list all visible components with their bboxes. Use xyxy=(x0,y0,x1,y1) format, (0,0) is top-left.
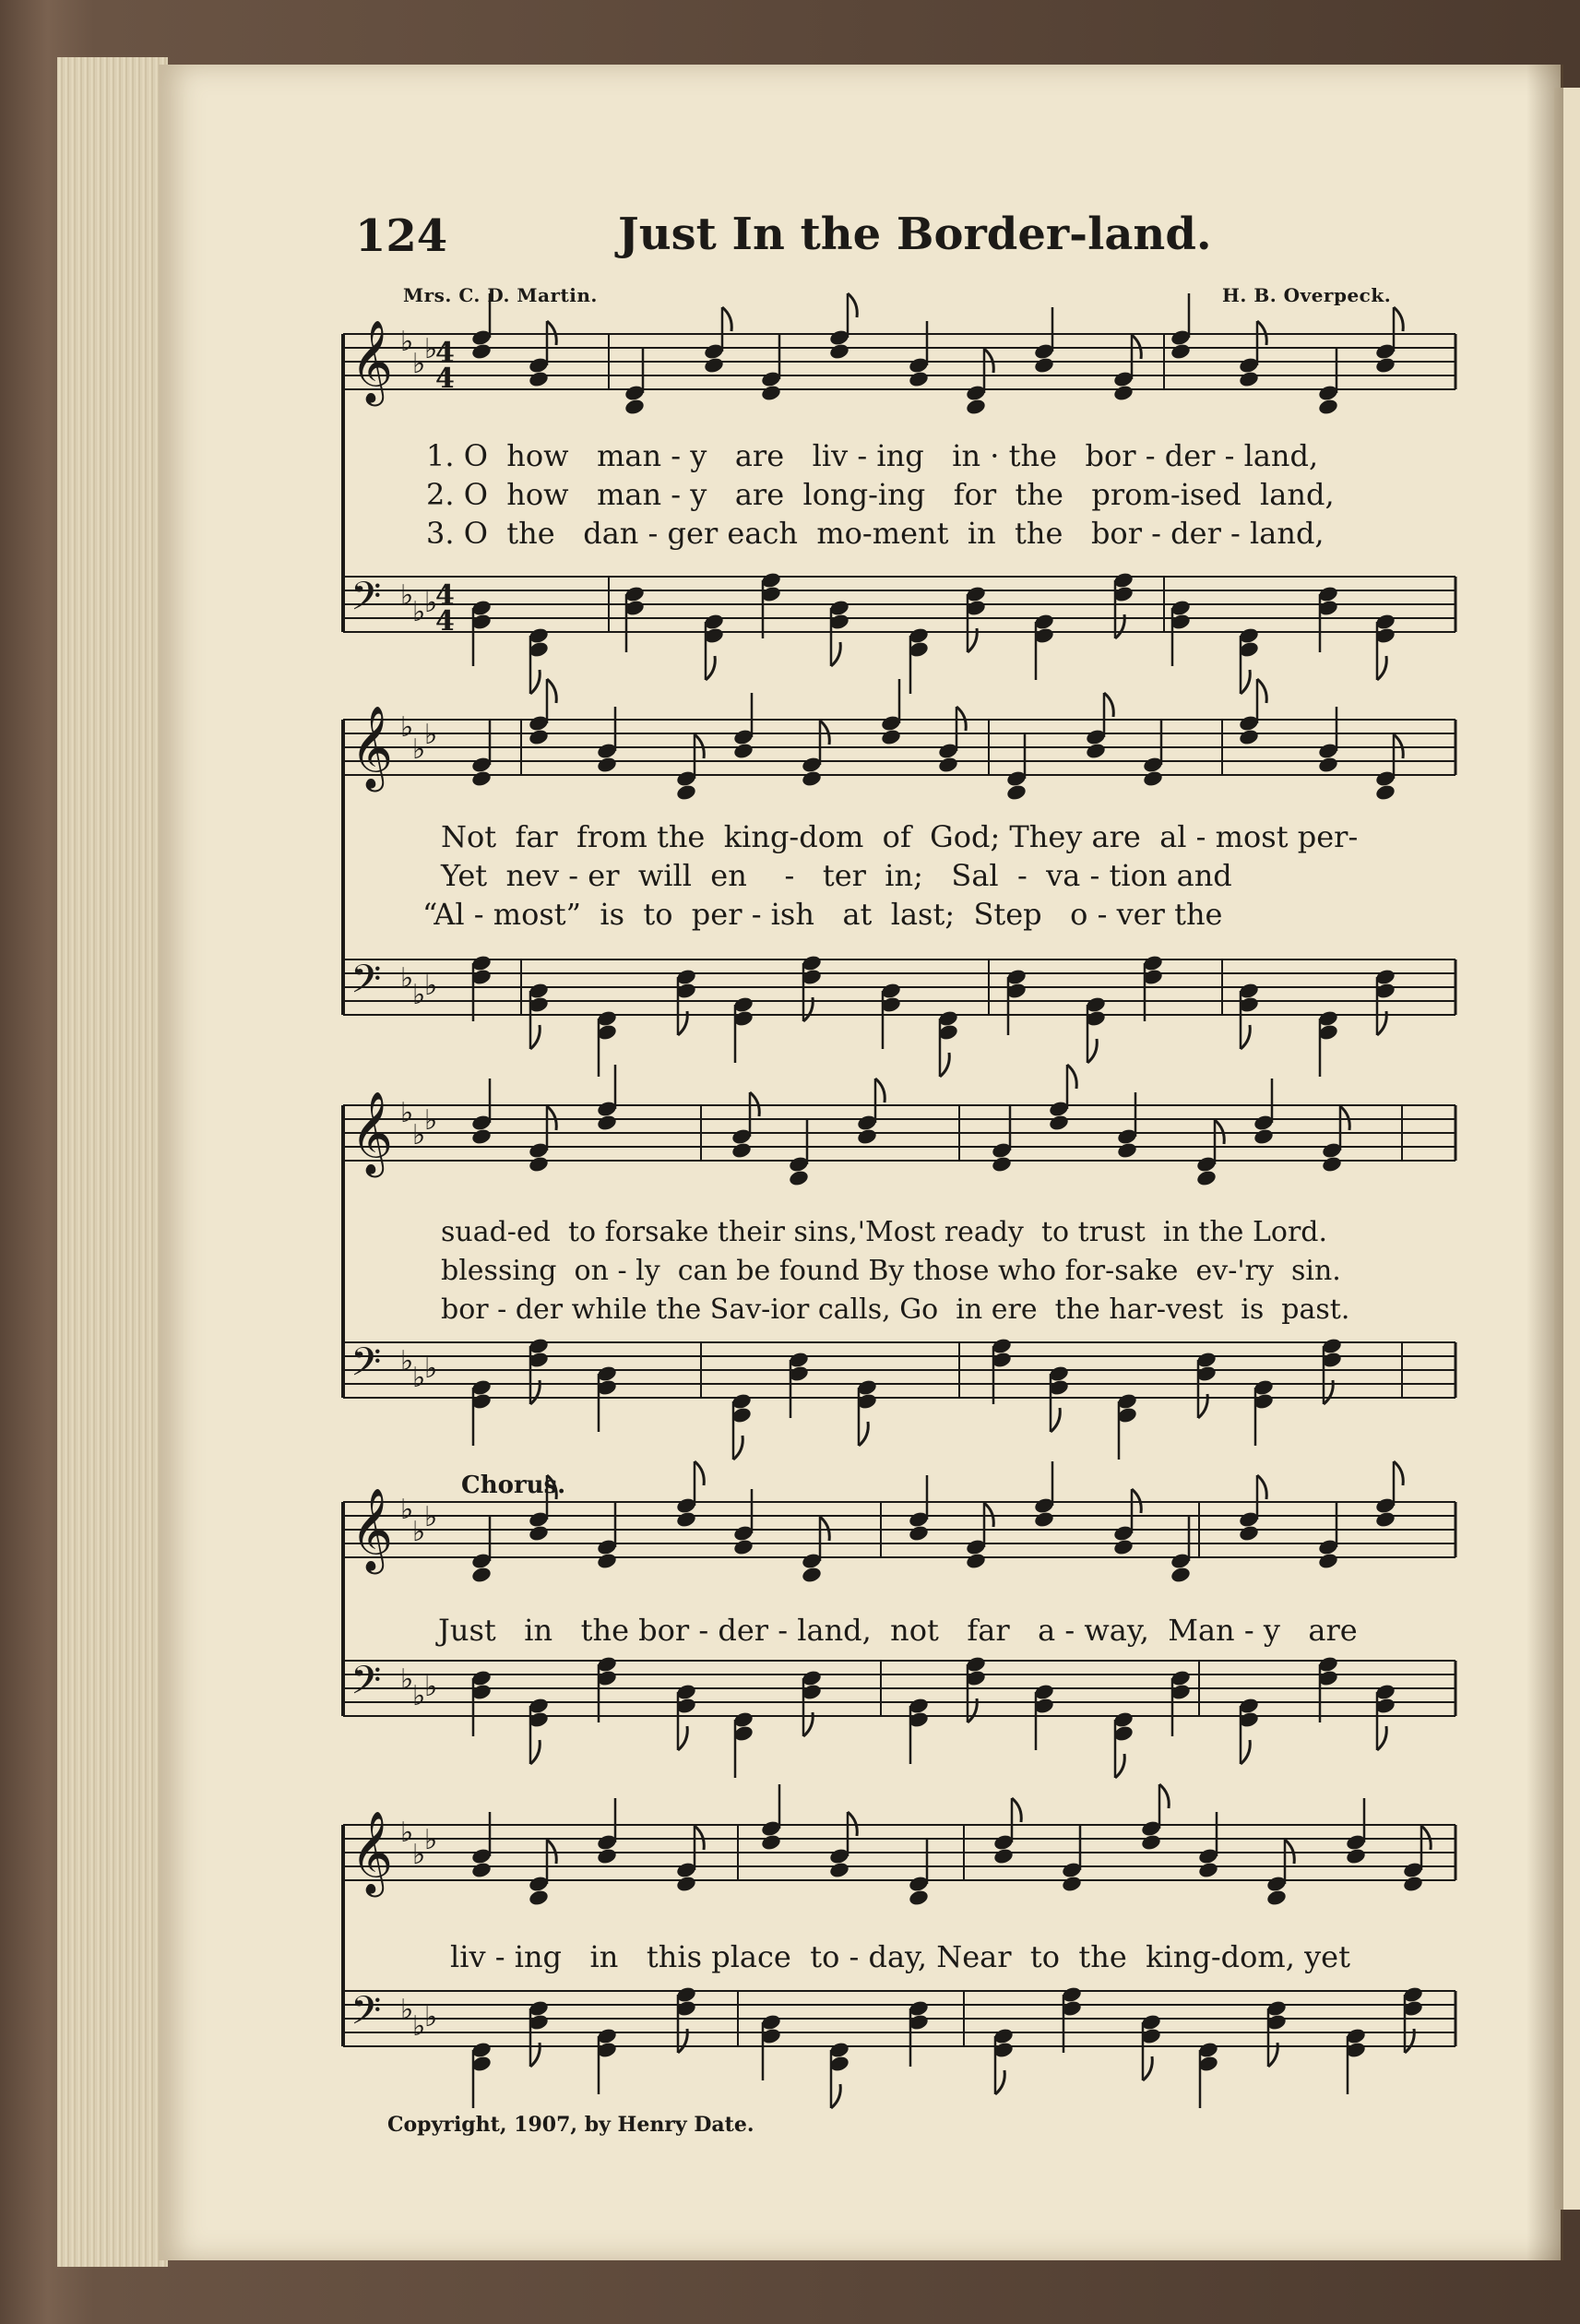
flat-icon: ♭ xyxy=(424,1501,438,1533)
note-flag xyxy=(722,307,731,331)
flat-icon: ♭ xyxy=(400,579,414,612)
flat-icon: ♭ xyxy=(424,587,438,619)
note-flag xyxy=(995,2070,1004,2094)
note-head xyxy=(991,1155,1013,1174)
note-flag xyxy=(1257,1475,1266,1499)
note-head xyxy=(1048,1114,1070,1132)
note-head xyxy=(1374,356,1396,375)
note-head xyxy=(880,728,902,746)
note-head xyxy=(1374,1510,1396,1529)
note-flag xyxy=(1067,1065,1076,1089)
note-head xyxy=(908,1889,930,1907)
note-head xyxy=(1142,769,1164,788)
note-flag xyxy=(695,1461,704,1485)
note-flag xyxy=(530,1025,540,1049)
flat-icon: ♭ xyxy=(412,596,426,628)
note-flag xyxy=(547,1475,556,1499)
note-head xyxy=(1317,1552,1339,1570)
time-signature: 4 xyxy=(435,605,455,638)
flat-icon: ♭ xyxy=(424,1353,438,1385)
note-head xyxy=(1317,398,1339,416)
flat-icon: ♭ xyxy=(424,1824,438,1856)
note-flag xyxy=(1012,1798,1021,1822)
flat-icon: ♭ xyxy=(424,719,438,751)
flat-icon: ♭ xyxy=(400,1097,414,1129)
note-flag xyxy=(1241,1025,1250,1049)
note-head xyxy=(732,742,754,760)
note-head xyxy=(1321,1155,1343,1174)
flat-icon: ♭ xyxy=(412,348,426,380)
note-head xyxy=(470,769,493,788)
note-head xyxy=(596,1114,618,1132)
note-head xyxy=(1402,1875,1424,1893)
flat-icon: ♭ xyxy=(412,1680,426,1712)
note-flag xyxy=(678,1726,687,1750)
treble-clef-icon: 𝄞 xyxy=(350,1488,394,1571)
note-head xyxy=(624,398,646,416)
note-head xyxy=(801,1566,823,1584)
note-head xyxy=(596,1552,618,1570)
note-head xyxy=(1253,1127,1275,1146)
flat-icon: ♭ xyxy=(424,2001,438,2033)
flat-icon: ♭ xyxy=(412,1516,426,1548)
note-head xyxy=(731,1141,753,1160)
note-head xyxy=(1116,1141,1138,1160)
note-head xyxy=(760,1833,782,1852)
flat-icon: ♭ xyxy=(400,962,414,995)
verse1-line3: suad-ed to forsake their sins,'Most ready to trust in the Lord. xyxy=(441,1216,1328,1248)
note-head xyxy=(1112,384,1135,402)
note-flag xyxy=(1115,1754,1124,1778)
bass-clef-icon: 𝄢 xyxy=(350,1340,382,1395)
note-flag xyxy=(530,670,540,694)
note-head xyxy=(528,370,550,388)
note-head xyxy=(528,1524,550,1543)
note-flag xyxy=(1377,1726,1386,1750)
flat-icon: ♭ xyxy=(412,1362,426,1394)
note-head xyxy=(1197,1861,1219,1879)
flat-icon: ♭ xyxy=(400,1817,414,1849)
flat-icon: ♭ xyxy=(412,733,426,766)
note-flag xyxy=(1394,307,1403,331)
verse2-line1: 2. O how man - y are long-ing for the prom-ised land, xyxy=(426,477,1335,512)
chorus-line2: liv - ing in this place to - day, Near to the king-dom, yet xyxy=(450,1939,1350,1974)
bass-clef-icon: 𝄢 xyxy=(350,957,382,1012)
verse3-line3: bor - der while the Sav-ior calls, Go in ere the har-vest is past. xyxy=(441,1293,1350,1326)
note-flag xyxy=(1143,2056,1152,2080)
note-flag xyxy=(547,679,556,703)
note-head xyxy=(856,1127,878,1146)
flat-icon: ♭ xyxy=(412,979,426,1011)
flat-icon: ♭ xyxy=(400,711,414,744)
note-flag xyxy=(530,1740,540,1764)
time-signature: 4 xyxy=(435,363,455,395)
note-head xyxy=(908,1524,930,1543)
note-head xyxy=(1374,783,1396,802)
flat-icon: ♭ xyxy=(424,970,438,1002)
note-head xyxy=(1140,1833,1162,1852)
verse2-line3: blessing on - ly can be found By those who for-sake ev-'ry sin. xyxy=(441,1255,1341,1287)
page-number: 124 xyxy=(355,210,448,262)
flat-icon: ♭ xyxy=(424,1104,438,1137)
note-head xyxy=(1238,728,1260,746)
note-head xyxy=(1061,1875,1083,1893)
note-head xyxy=(596,756,618,774)
note-head xyxy=(1238,370,1260,388)
flat-icon: ♭ xyxy=(400,326,414,358)
flat-icon: ♭ xyxy=(424,333,438,365)
treble-clef-icon: 𝄞 xyxy=(350,1091,394,1174)
chorus-label: Chorus. xyxy=(461,1472,566,1499)
bass-clef-icon: 𝄢 xyxy=(350,1988,382,2044)
note-flag xyxy=(733,1436,742,1460)
flat-icon: ♭ xyxy=(412,2010,426,2043)
note-head xyxy=(528,728,550,746)
note-head xyxy=(1317,756,1339,774)
note-head xyxy=(528,1889,550,1907)
verse2-line2: Yet nev - er will en - ter in; Sal - va - tion and xyxy=(441,858,1232,893)
composer-credit: H. B. Overpeck. xyxy=(1222,284,1392,306)
note-head xyxy=(828,1861,850,1879)
note-head xyxy=(470,1861,493,1879)
note-flag xyxy=(1051,1408,1060,1432)
note-flag xyxy=(1394,1461,1403,1485)
note-flag xyxy=(831,2084,840,2108)
note-head xyxy=(470,1127,493,1146)
lyricist-credit: Mrs. C. D. Martin. xyxy=(403,284,598,306)
note-head xyxy=(675,1510,697,1529)
bass-clef-icon: 𝄢 xyxy=(350,574,382,629)
note-head xyxy=(528,1155,550,1174)
note-head xyxy=(965,1552,987,1570)
note-head xyxy=(1005,783,1028,802)
note-head xyxy=(732,1538,754,1556)
note-head xyxy=(1195,1169,1218,1187)
note-head xyxy=(1033,356,1055,375)
note-head xyxy=(1085,742,1107,760)
verse1-line2: Not far from the king-dom of God; They are al - most per- xyxy=(441,819,1359,854)
note-head xyxy=(675,783,697,802)
flat-icon: ♭ xyxy=(412,1839,426,1871)
verse3-line2: “Al - most” is to per - ish at last; Step o - ver the xyxy=(422,897,1223,932)
copyright-notice: Copyright, 1907, by Henry Date. xyxy=(387,2113,754,2137)
note-head xyxy=(470,1566,493,1584)
note-head xyxy=(992,1847,1015,1865)
flat-icon: ♭ xyxy=(412,1119,426,1151)
time-signature: 4 xyxy=(435,579,455,612)
note-flag xyxy=(1104,693,1113,717)
note-flag xyxy=(859,1422,868,1446)
note-head xyxy=(801,769,823,788)
treble-clef-icon: 𝄞 xyxy=(350,320,394,403)
note-flag xyxy=(1241,1740,1250,1764)
note-flag xyxy=(1241,670,1250,694)
note-flag xyxy=(1377,656,1386,680)
note-head xyxy=(937,756,959,774)
flat-icon: ♭ xyxy=(400,1494,414,1526)
verse3-line1: 3. O the dan - ger each mo-ment in the bor - der - land, xyxy=(426,516,1325,551)
flat-icon: ♭ xyxy=(400,1994,414,2026)
note-head xyxy=(965,398,987,416)
note-head xyxy=(788,1169,810,1187)
note-flag xyxy=(848,293,857,317)
note-head xyxy=(703,356,725,375)
note-head xyxy=(1112,1538,1135,1556)
note-flag xyxy=(940,1053,949,1077)
flat-icon: ♭ xyxy=(400,1345,414,1377)
chorus-line1: Just in the bor - der - land, not far a - way, Man - y are xyxy=(438,1613,1358,1648)
hymn-title: Just In the Border-land. xyxy=(618,209,1212,260)
note-head xyxy=(1238,1524,1260,1543)
note-head xyxy=(760,384,782,402)
bass-clef-icon: 𝄢 xyxy=(350,1658,382,1713)
flat-icon: ♭ xyxy=(400,1663,414,1696)
note-flag xyxy=(1257,679,1266,703)
note-head xyxy=(1345,1847,1367,1865)
note-head xyxy=(828,342,850,361)
note-flag xyxy=(1087,1039,1097,1063)
note-flag xyxy=(1159,1784,1169,1808)
note-head xyxy=(1170,342,1192,361)
note-head xyxy=(470,342,493,361)
note-flag xyxy=(706,656,715,680)
note-head xyxy=(1033,1510,1055,1529)
time-signature: 4 xyxy=(435,337,455,369)
flat-icon: ♭ xyxy=(424,1671,438,1703)
note-flag xyxy=(831,642,840,666)
note-head xyxy=(596,1847,618,1865)
note-head xyxy=(1170,1566,1192,1584)
treble-clef-icon: 𝄞 xyxy=(350,706,394,789)
note-head xyxy=(675,1875,697,1893)
note-head xyxy=(1265,1889,1288,1907)
note-head xyxy=(908,370,930,388)
verse1-line1: 1. O how man - y are liv - ing in · the bor - der - land, xyxy=(426,438,1319,473)
note-flag xyxy=(875,1079,885,1102)
treble-clef-icon: 𝄞 xyxy=(350,1811,394,1894)
